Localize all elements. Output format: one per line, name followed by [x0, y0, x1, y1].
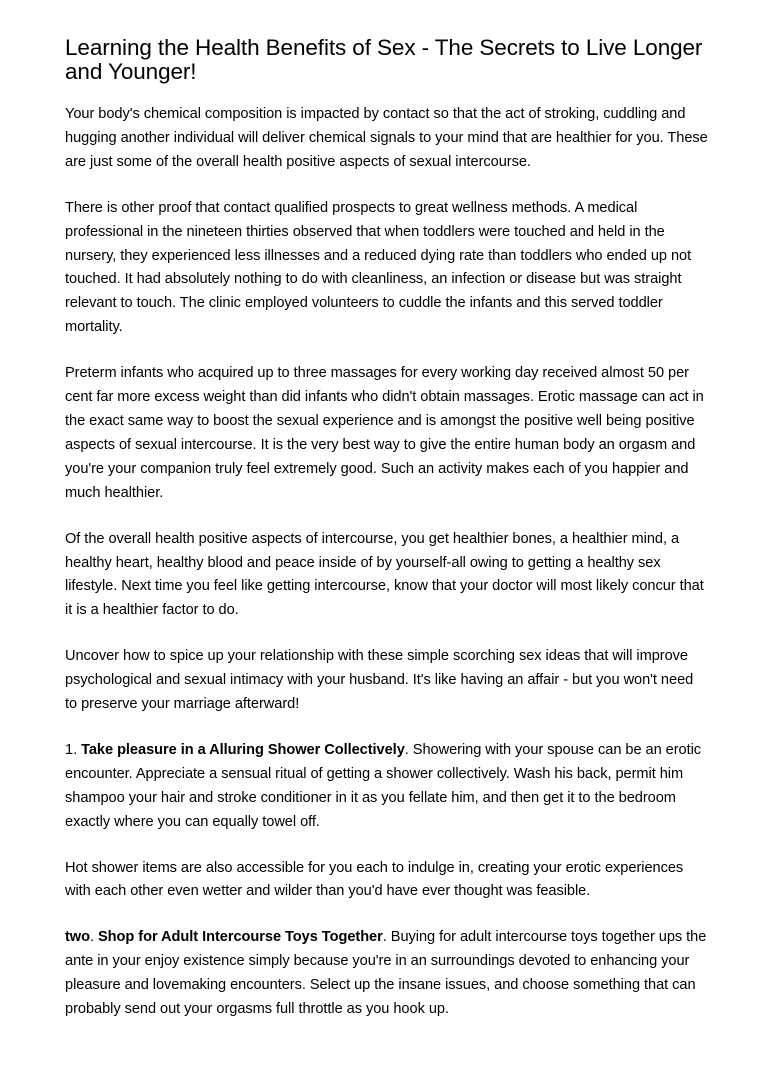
tip-body: . Showering with your spouse can be an erotic encounter. Appreciate a sensual ritual of getting a shower collectively. Wash his back, permit him shampoo your hair and stroke conditioner in it as you fellate him, and then get it to the bedroom exactly where you can equally towel off.: [65, 741, 702, 830]
tip-number: 1.: [65, 741, 82, 758]
page-title: Learning the Health Benefits of Sex - The Secrets to Live Longer and Younger!: [65, 35, 703, 84]
paragraph-touch-chemistry: Your body's chemical composition is impacted by contact so that the act of stroking, cuddling and hugging another individual will deliver chemical signals to your mind that are healthier for you. These are just some of the overall health positive aspects of sexual intercourse.: [65, 106, 708, 170]
paragraph-tip-shower: [65, 739, 708, 835]
paragraph-spice-up: Uncover how to spice up your relationship with these simple scorching sex ideas that will improve psychological and sexual intimacy with your husband. It's like having an affair - but you won't need to preserve your marriage afterward!: [65, 648, 694, 713]
paragraph-shower-items: Hot shower items are also accessible for you each to indulge in, creating your erotic experiences with each other even wetter and wilder than you'd have ever thought was feasible.: [65, 859, 684, 900]
paragraph-touch-evidence: There is other proof that contact qualified prospects to great wellness methods. A medical professional in the nineteen thirties observed that when toddlers were touched and held in the nursery, they experienced less illnesses and a reduced dying rate than toddlers who ended up not touched. It had absolutely nothing to do with cleanliness, an infection or disease but was straight relevant to touch. The clinic employed volunteers to cuddle the infants and this served toddler mortality.: [65, 199, 692, 336]
tip-body: . Buying for adult intercourse toys together ups the ante in your enjoy existence simply because you're in an surroundings devoted to enhancing your pleasure and lovemaking encounters. Select up the insane issues, and choose something that can probably send out your orgasms full throttle as you hook up.: [65, 929, 707, 1018]
tip-number: two: [65, 929, 90, 946]
tip-heading: Shop for Adult Intercourse Toys Together: [98, 929, 383, 946]
paragraph-tip-toys: [65, 926, 708, 1022]
paragraph-health-benefits: Of the overall health positive aspects of intercourse, you get healthier bones, a healthier mind, a healthy heart, healthy blood and peace inside of by yourself-all owing to getting a healthy sex lifestyle. Next time you feel like getting intercourse, know that your doctor will most likely concur that it is a healthier factor to do.: [65, 530, 704, 619]
paragraph-massage: Preterm infants who acquired up to three massages for every working day received almost 50 per cent far more excess weight than did infants who didn't obtain massages. Erotic massage can act in the exact same way to boost the sexual experience and is amongst the positive well being positive aspects of sexual intercourse. It is the very best way to give the entire human body an orgasm and you're your companion truly feel extremely good. Such an activity makes each of you happier and much healthier.: [65, 365, 704, 501]
tip-heading: Take pleasure in a Alluring Shower Collectively: [81, 741, 405, 758]
tip-separator: .: [89, 929, 98, 946]
